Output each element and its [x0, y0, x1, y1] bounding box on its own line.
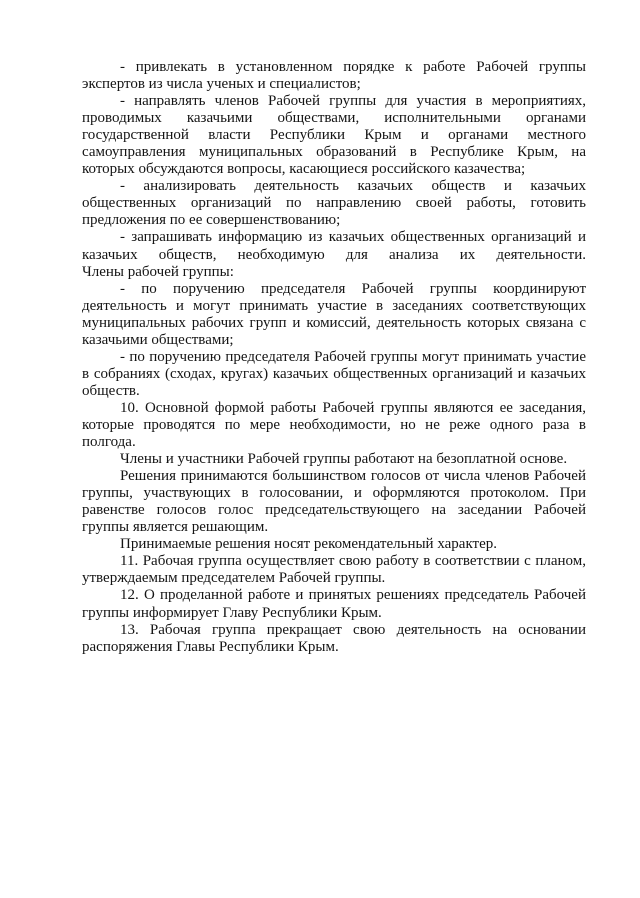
text-line: в собраниях (сходах, кругах) казачьих общественных организаций и казачьих [82, 365, 586, 382]
text-line: муниципальных рабочих групп и комиссий, деятельность которых связана с [82, 314, 586, 331]
text-line: общественных организаций по направлению своей работы, готовить [82, 195, 586, 212]
paragraph-11-work-plan [82, 553, 586, 587]
text-line: полгода. [82, 434, 136, 451]
text-line: обществ. [82, 382, 140, 399]
text-line: Члены рабочей группы: [82, 263, 234, 280]
text-line: деятельность и могут принимать участие в заседаниях соответствующих [82, 297, 586, 314]
paragraph-unpaid-basis [82, 451, 586, 468]
text-line: предложения по ее совершенствованию; [82, 212, 341, 229]
text-line: проводимых казачьими обществами, исполнительными органами [82, 110, 586, 127]
text-line: 11. Рабочая группа осуществляет свою работу в соответствии с планом, [120, 553, 586, 570]
paragraph-attend-gatherings [82, 349, 586, 400]
text-line: экспертов из числа ученых и специалистов; [82, 76, 361, 93]
text-line: Принимаемые решения носят рекомендательный характер. [120, 536, 497, 553]
document-body [82, 59, 586, 656]
text-line: группы является решающим. [82, 519, 269, 536]
paragraph-invite-experts [82, 59, 586, 93]
text-line: которых обсуждаются вопросы, касающиеся российского казачества; [82, 161, 526, 178]
text-line: утверждаемым председателем Рабочей группы. [82, 570, 386, 587]
paragraph-recommendatory-nature [82, 536, 586, 553]
text-line: равенстве голосов голос председательствующего на заседании Рабочей [82, 502, 586, 519]
text-line: - по поручению председателя Рабочей группы могут принимать участие [120, 348, 586, 365]
text-line: казачьими обществами; [82, 331, 234, 348]
paragraph-12-reporting [82, 587, 586, 621]
text-line: - анализировать деятельность казачьих обществ и казачьих [120, 178, 586, 195]
text-line: которые проводятся по мере необходимости, но не реже одного раза в [82, 416, 586, 433]
text-line: группы, участвующих в голосовании, и оформляются протоколом. При [82, 485, 586, 502]
text-line: государственной власти Республики Крым и органами местного [82, 127, 586, 144]
text-line: казачьих обществ, необходимую для анализа их деятельности. [82, 246, 586, 263]
text-line: 13. Рабочая группа прекращает свою деятельность на основании [120, 621, 586, 638]
text-line: Решения принимаются большинством голосов от числа членов Рабочей [120, 468, 586, 485]
text-line: - запрашивать информацию из казачьих общественных организаций и [120, 229, 586, 246]
paragraph-analyze-activity [82, 178, 586, 229]
text-line: 10. Основной формой работы Рабочей группы являются ее заседания, [120, 399, 586, 416]
text-line: - по поручению председателя Рабочей группы координируют [120, 280, 586, 297]
text-line: Члены и участники Рабочей группы работают на безоплатной основе. [120, 451, 568, 468]
paragraph-coordinate-activity [82, 281, 586, 349]
text-line: распоряжения Главы Республики Крым. [82, 638, 339, 655]
paragraph-13-termination [82, 622, 586, 656]
text-line: - направлять членов Рабочей группы для участия в мероприятиях, [120, 93, 586, 110]
text-line: группы информирует Главу Республики Крым. [82, 604, 382, 621]
paragraph-request-information [82, 229, 586, 280]
paragraph-delegate-members [82, 93, 586, 178]
text-line: - привлекать в установленном порядке к работе Рабочей группы [120, 59, 586, 75]
text-line: 12. О проделанной работе и принятых решениях председатель Рабочей [120, 587, 586, 604]
text-line: самоуправления муниципальных образований в Республике Крым, на [82, 144, 586, 161]
paragraph-decisions-voting [82, 468, 586, 536]
paragraph-10-meetings [82, 400, 586, 451]
